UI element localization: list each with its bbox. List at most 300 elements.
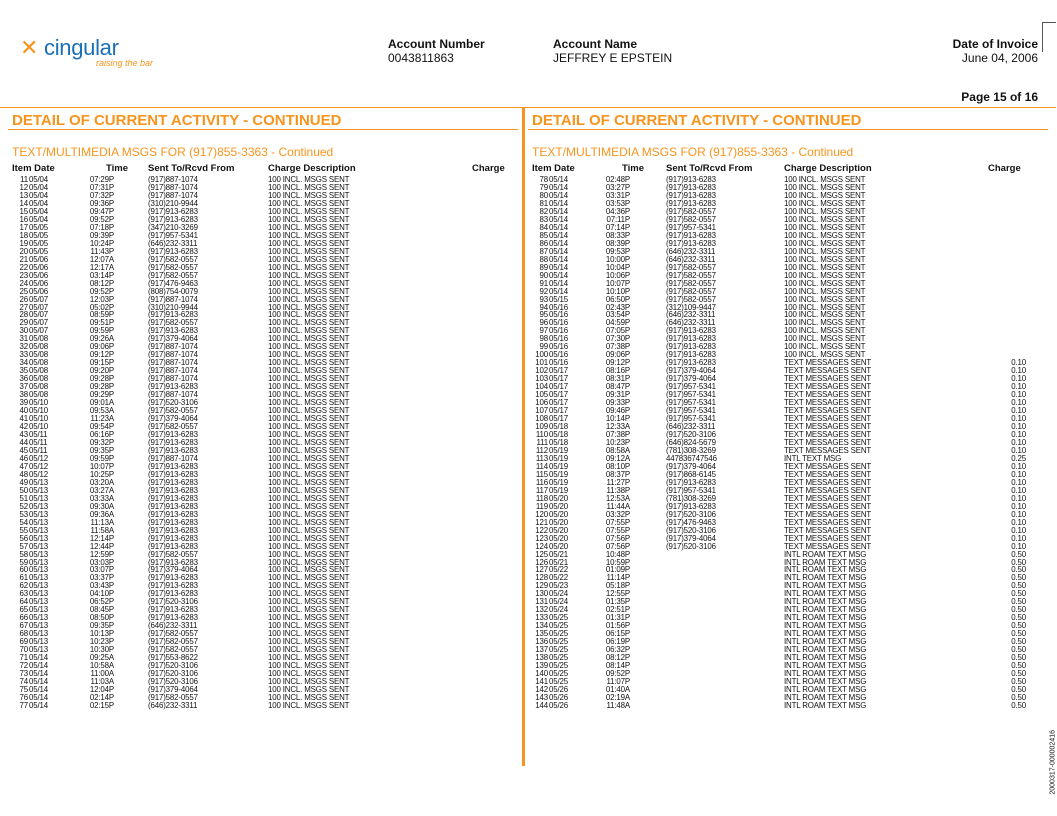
table-row: [530, 535, 1030, 543]
charge-description: 100 INCL. MSGS SENT: [268, 653, 350, 663]
item-date: 05/14: [549, 262, 568, 272]
item-date: 05/06: [29, 254, 48, 264]
table-row: [530, 455, 1030, 463]
table-row: [530, 280, 1030, 288]
charge-amount: 0.50: [1011, 581, 1026, 591]
table-row: [530, 208, 1030, 216]
table-row: [530, 359, 1030, 367]
time: 08:14P: [605, 661, 630, 671]
time: 07:56P: [605, 541, 630, 551]
item-date: 05/16: [549, 350, 568, 360]
charge-description: 100 INCL. MSGS SENT: [268, 302, 350, 312]
charge-amount: 0.10: [1011, 533, 1026, 543]
time: 07:30P: [605, 334, 630, 344]
item-number: 101: [535, 358, 548, 368]
charge-description: TEXT MESSAGES SENT: [784, 422, 872, 432]
item-number: 116: [535, 477, 548, 487]
item-date: 05/14: [549, 222, 568, 232]
time: 12:33A: [605, 422, 630, 432]
item-date: 05/19: [549, 445, 568, 455]
charge-description: 100 INCL. MSGS SENT: [268, 278, 350, 288]
item-number: 105: [535, 390, 548, 400]
charge-description: 100 INCL. MSGS SENT: [268, 700, 350, 710]
item-date: 05/07: [29, 302, 48, 312]
charge-description: 100 INCL. MSGS SENT: [268, 453, 350, 463]
table-row: [10, 343, 510, 351]
table-row: [530, 543, 1030, 551]
item-number: 28: [19, 310, 28, 320]
charge-description: 100 INCL. MSGS SENT: [784, 182, 866, 192]
phone-number: (917)476-9463: [148, 278, 198, 288]
charge-description: 100 INCL. MSGS SENT: [784, 350, 866, 360]
time: 06:16P: [89, 430, 114, 439]
phone-number: 447836747546: [666, 453, 717, 463]
item-date: 05/26: [549, 700, 568, 710]
charge-description: 100 INCL. MSGS SENT: [268, 661, 350, 671]
charge-description: TEXT MESSAGES SENT: [784, 398, 872, 408]
item-date: 05/07: [29, 318, 48, 328]
item-number: 115: [535, 469, 548, 479]
phone-number: (917)582-0557: [666, 278, 716, 288]
phone-number: (917)582-0557: [148, 645, 198, 655]
charge-description: TEXT MESSAGES SENT: [784, 430, 872, 439]
item-number: 22: [19, 262, 28, 272]
time: 11:48A: [606, 700, 630, 710]
item-date: 05/10: [29, 406, 48, 416]
item-number: 135: [535, 629, 548, 639]
charge-description: 100 INCL. MSGS SENT: [784, 270, 866, 280]
charge-description: 100 INCL. MSGS SENT: [268, 214, 350, 224]
table-row: [10, 447, 510, 455]
item-number: 32: [19, 342, 28, 352]
phone-number: (917)913-6283: [148, 517, 198, 527]
table-row: [530, 503, 1030, 511]
time: 06:50P: [605, 294, 630, 304]
time: 02:51P: [605, 605, 630, 615]
page-number: Page 15 of 16: [961, 90, 1038, 104]
item-number: 75: [19, 685, 28, 694]
item-date: 05/13: [29, 605, 48, 615]
phone-number: (917)520-3106: [148, 398, 198, 408]
time: 08:47P: [605, 382, 630, 392]
item-date: 05/05: [29, 238, 48, 248]
charge-amount: 0.10: [1011, 398, 1026, 408]
charge-description: TEXT MESSAGES SENT: [784, 477, 872, 487]
table-row: [10, 503, 510, 511]
table-row: [10, 566, 510, 574]
time: 12:55P: [605, 589, 630, 599]
time: 11:43P: [90, 246, 114, 256]
charge-description: 100 INCL. MSGS SENT: [268, 525, 350, 535]
item-number: 24: [19, 278, 28, 288]
item-number: 58: [19, 549, 28, 559]
table-row: [530, 311, 1030, 319]
item-number: 136: [535, 637, 548, 647]
phone-number: (917)957-5341: [666, 414, 716, 424]
charge-amount: 0.10: [1011, 509, 1026, 519]
table-row: [10, 184, 510, 192]
item-date: 05/14: [549, 190, 568, 200]
charge-description: 100 INCL. MSGS SENT: [268, 206, 350, 216]
item-date: 05/14: [549, 238, 568, 248]
phone-number: (917)913-6283: [666, 342, 716, 352]
phone-number: (917)582-0557: [148, 422, 198, 432]
table-row: [10, 375, 510, 383]
time: 03:32P: [605, 509, 630, 519]
time: 11:58A: [90, 525, 114, 535]
item-date: 05/17: [549, 390, 568, 400]
table-row: [530, 375, 1030, 383]
phone-number: (917)379-4064: [148, 414, 198, 424]
item-number: 140: [535, 669, 548, 679]
item-date: 05/12: [29, 461, 48, 471]
item-date: 05/13: [29, 613, 48, 623]
item-number: 94: [539, 302, 548, 312]
table-row: [10, 630, 510, 638]
item-date: 05/08: [29, 358, 48, 368]
item-number: 15: [19, 206, 28, 216]
phone-number: (917)913-6283: [666, 182, 716, 192]
item-date: 05/13: [29, 533, 48, 543]
charge-description: INTL ROAM TEXT MSG: [784, 685, 867, 694]
phone-number: (917)887-1074: [148, 175, 198, 184]
item-number: 64: [19, 597, 28, 607]
charge-description: 100 INCL. MSGS SENT: [268, 533, 350, 543]
item-number: 114: [535, 461, 548, 471]
charge-amount: 0.10: [1011, 469, 1026, 479]
item-number: 27: [19, 302, 28, 312]
item-number: 141: [535, 677, 548, 687]
time: 04:59P: [605, 318, 630, 328]
table-row: [10, 240, 510, 248]
charge-amount: 0.10: [1011, 430, 1026, 439]
table-row: [530, 399, 1030, 407]
item-number: 130: [535, 589, 548, 599]
table-row: [530, 479, 1030, 487]
time: 05:02P: [89, 302, 114, 312]
table-row: [10, 431, 510, 439]
time: 09:12A: [605, 453, 630, 463]
time: 01:31P: [605, 613, 630, 623]
item-number: 69: [19, 637, 28, 647]
time: 12:04P: [89, 685, 114, 694]
table-row: [10, 638, 510, 646]
item-date: 05/17: [549, 406, 568, 416]
phone-number: (917)957-5341: [148, 230, 198, 240]
charge-description: INTL ROAM TEXT MSG: [784, 677, 867, 687]
charge-description: 100 INCL. MSGS SENT: [784, 198, 866, 208]
time: 09:46P: [605, 406, 630, 416]
charge-amount: 0.50: [1011, 637, 1026, 647]
table-row: [530, 439, 1030, 447]
phone-number: (917)913-6283: [666, 501, 716, 511]
phone-number: (917)520-3106: [666, 541, 716, 551]
table-row: [530, 216, 1030, 224]
time: 11:07P: [606, 677, 630, 687]
item-date: 05/13: [29, 597, 48, 607]
item-date: 05/13: [29, 493, 48, 503]
charge-description: TEXT MESSAGES SENT: [784, 533, 872, 543]
time: 08:12P: [605, 653, 630, 663]
time: 03:03P: [89, 557, 114, 567]
phone-number: (917)887-1074: [148, 453, 198, 463]
phone-number: (917)887-1074: [148, 342, 198, 352]
phone-number: (917)379-4064: [666, 374, 716, 384]
charge-description: TEXT MESSAGES SENT: [784, 517, 872, 527]
item-date: 05/17: [549, 414, 568, 424]
table-row: [10, 622, 510, 630]
time: 08:37P: [605, 469, 630, 479]
charge-description: TEXT MESSAGES SENT: [784, 366, 872, 376]
phone-number: (917)887-1074: [148, 374, 198, 384]
time: 09:59P: [89, 453, 114, 463]
time: 07:55P: [605, 525, 630, 535]
charge-amount: 0.10: [1011, 390, 1026, 400]
item-number: 47: [19, 461, 28, 471]
time: 09:36P: [89, 198, 114, 208]
charge-description: 100 INCL. MSGS SENT: [268, 645, 350, 655]
charge-description: 100 INCL. MSGS SENT: [268, 437, 350, 447]
charge-amount: 0.50: [1011, 549, 1026, 559]
time: 11:14P: [606, 573, 630, 583]
charge-description: 100 INCL. MSGS SENT: [268, 565, 350, 575]
time: 07:38P: [605, 342, 630, 352]
charge-amount: 0.50: [1011, 589, 1026, 599]
charge-amount: 0.50: [1011, 597, 1026, 607]
charge-description: 100 INCL. MSGS SENT: [784, 238, 866, 248]
phone-number: (917)913-6283: [148, 469, 198, 479]
item-number: 82: [539, 206, 548, 216]
charge-description: 100 INCL. MSGS SENT: [784, 246, 866, 256]
item-date: 05/26: [549, 685, 568, 694]
time: 09:15P: [89, 358, 114, 368]
phone-number: (917)957-5341: [666, 406, 716, 416]
item-number: 18: [19, 230, 28, 240]
phone-number: (917)913-6283: [148, 485, 198, 495]
item-number: 110: [535, 430, 548, 439]
phone-number: (917)887-1074: [148, 390, 198, 400]
phone-number: (917)379-4064: [666, 533, 716, 543]
item-date: 05/20: [549, 533, 568, 543]
phone-number: (917)913-6283: [666, 198, 716, 208]
header-description: Charge Description: [268, 163, 356, 174]
table-row: [10, 311, 510, 319]
table-row: [530, 527, 1030, 535]
time: 06:19P: [605, 637, 630, 647]
item-number: 139: [535, 661, 548, 671]
item-number: 132: [535, 605, 548, 615]
item-number: 63: [19, 589, 28, 599]
item-date: 05/16: [549, 358, 568, 368]
table-row: [530, 606, 1030, 614]
phone-number: (917)476-9463: [666, 517, 716, 527]
time: 09:53P: [605, 246, 630, 256]
phone-number: (310)210-9944: [148, 302, 198, 312]
item-number: 93: [539, 294, 548, 304]
charge-description: 100 INCL. MSGS SENT: [268, 493, 350, 503]
table-row: [530, 304, 1030, 312]
item-date: 05/20: [549, 501, 568, 511]
charge-description: 100 INCL. MSGS SENT: [784, 286, 866, 296]
time: 09:52P: [605, 669, 630, 679]
table-row: [530, 319, 1030, 327]
charge-amount: 0.50: [1011, 629, 1026, 639]
phone-number: (917)379-4064: [148, 685, 198, 694]
time: 09:39P: [89, 230, 114, 240]
item-number: 81: [539, 198, 548, 208]
item-date: 05/13: [29, 581, 48, 591]
charge-description: 100 INCL. MSGS SENT: [784, 302, 866, 312]
time: 08:31P: [605, 374, 630, 384]
charge-description: TEXT MESSAGES SENT: [784, 461, 872, 471]
item-number: 108: [535, 414, 548, 424]
time: 11:23A: [90, 414, 114, 424]
item-date: 05/18: [549, 437, 568, 447]
item-date: 05/06: [29, 286, 48, 296]
charge-description: 100 INCL. MSGS SENT: [268, 175, 350, 184]
item-date: 05/22: [549, 565, 568, 575]
charge-description: 100 INCL. MSGS SENT: [268, 318, 350, 328]
charge-description: TEXT MESSAGES SENT: [784, 501, 872, 511]
table-row: [10, 686, 510, 694]
item-date: 05/24: [549, 605, 568, 615]
table-row: [530, 176, 1030, 184]
time: 08:33P: [605, 230, 630, 240]
charge-description: TEXT MESSAGES SENT: [784, 509, 872, 519]
time: 09:01A: [89, 398, 114, 408]
charge-description: 100 INCL. MSGS SENT: [268, 286, 350, 296]
charge-amount: 0.50: [1011, 557, 1026, 567]
item-number: 88: [539, 254, 548, 264]
header-item-date: Item Date: [12, 163, 55, 174]
charge-amount: 0.25: [1011, 453, 1026, 463]
item-number: 44: [19, 437, 28, 447]
table-row: [530, 184, 1030, 192]
activity-rows: [530, 176, 1030, 710]
account-number: 0043811863: [388, 51, 454, 65]
column-divider: [522, 108, 525, 766]
charge-amount: 0.50: [1011, 669, 1026, 679]
item-number: 71: [19, 653, 28, 663]
charge-description: 100 INCL. MSGS SENT: [268, 358, 350, 368]
charge-description: TEXT MESSAGES SENT: [784, 390, 872, 400]
table-row: [10, 590, 510, 598]
phone-number: (646)232-3311: [148, 238, 198, 248]
charge-amount: 0.10: [1011, 422, 1026, 432]
item-date: 05/25: [549, 645, 568, 655]
time: 07:11P: [606, 214, 630, 224]
table-row: [10, 551, 510, 559]
item-number: 143: [535, 692, 548, 702]
time: 09:28P: [89, 382, 114, 392]
item-number: 72: [19, 661, 28, 671]
item-date: 05/12: [29, 469, 48, 479]
charge-description: 100 INCL. MSGS SENT: [268, 254, 350, 264]
charge-description: INTL ROAM TEXT MSG: [784, 565, 867, 575]
time: 09:06P: [605, 350, 630, 360]
charge-description: 100 INCL. MSGS SENT: [784, 206, 866, 216]
table-row: [530, 638, 1030, 646]
phone-number: (646)824-5679: [666, 437, 716, 447]
table-row: [10, 614, 510, 622]
item-date: 05/25: [549, 621, 568, 631]
item-date: 05/21: [549, 557, 568, 567]
charge-description: INTL ROAM TEXT MSG: [784, 597, 867, 607]
phone-number: (917)913-6283: [148, 613, 198, 623]
time: 09:51P: [89, 318, 114, 328]
charge-description: INTL ROAM TEXT MSG: [784, 645, 867, 655]
time: 03:27A: [89, 485, 114, 495]
charge-description: 100 INCL. MSGS SENT: [784, 326, 866, 336]
item-date: 05/20: [549, 509, 568, 519]
item-number: 103: [535, 374, 548, 384]
item-number: 13: [19, 190, 28, 200]
phone-number: (781)308-3269: [666, 493, 716, 503]
phone-number: (310)210-9944: [148, 198, 198, 208]
table-row: [10, 256, 510, 264]
item-number: 76: [19, 692, 28, 702]
item-date: 05/17: [549, 374, 568, 384]
charge-description: 100 INCL. MSGS SENT: [268, 621, 350, 631]
item-number: 121: [535, 517, 548, 527]
charge-description: 100 INCL. MSGS SENT: [268, 270, 350, 280]
phone-number: (917)887-1074: [148, 366, 198, 376]
account-name: JEFFREY E EPSTEIN: [553, 51, 673, 65]
time: 10:06P: [605, 270, 630, 280]
charge-description: 100 INCL. MSGS SENT: [268, 573, 350, 583]
time: 10:23P: [89, 637, 114, 647]
header-charge: Charge: [988, 163, 1021, 174]
time: 04:36P: [605, 206, 630, 216]
item-date: 05/04: [29, 214, 48, 224]
header-charge: Charge: [472, 163, 505, 174]
charge-amount: 0.50: [1011, 685, 1026, 694]
item-date: 05/04: [29, 190, 48, 200]
time: 04:10P: [89, 589, 114, 599]
item-date: 05/14: [29, 653, 48, 663]
time: 03:33A: [89, 493, 114, 503]
item-date: 05/11: [29, 445, 48, 455]
time: 12:59P: [89, 549, 114, 559]
item-number: 120: [535, 509, 548, 519]
charge-amount: 0.50: [1011, 645, 1026, 655]
charge-description: 100 INCL. MSGS SENT: [268, 342, 350, 352]
phone-number: (917)957-5341: [666, 390, 716, 400]
table-row: [530, 256, 1030, 264]
charge-description: TEXT MESSAGES SENT: [784, 382, 872, 392]
charge-amount: 0.50: [1011, 700, 1026, 710]
table-row: [10, 559, 510, 567]
item-number: 48: [19, 469, 28, 479]
time: 03:54P: [605, 310, 630, 320]
charge-description: 100 INCL. MSGS SENT: [784, 222, 866, 232]
phone-number: (917)582-0557: [666, 294, 716, 304]
table-row: [530, 272, 1030, 280]
time: 01:56P: [605, 621, 630, 631]
item-number: 144: [535, 700, 548, 710]
item-number: 79: [539, 182, 548, 192]
item-number: 30: [19, 326, 28, 336]
phone-number: (917)913-6283: [148, 214, 198, 224]
table-row: [530, 232, 1030, 240]
item-date: 05/05: [29, 246, 48, 256]
charge-description: 100 INCL. MSGS SENT: [784, 278, 866, 288]
charge-amount: 0.50: [1011, 653, 1026, 663]
phone-number: (917)913-6283: [666, 326, 716, 336]
table-row: [10, 487, 510, 495]
charge-amount: 0.10: [1011, 493, 1026, 503]
item-date: 05/13: [29, 589, 48, 599]
